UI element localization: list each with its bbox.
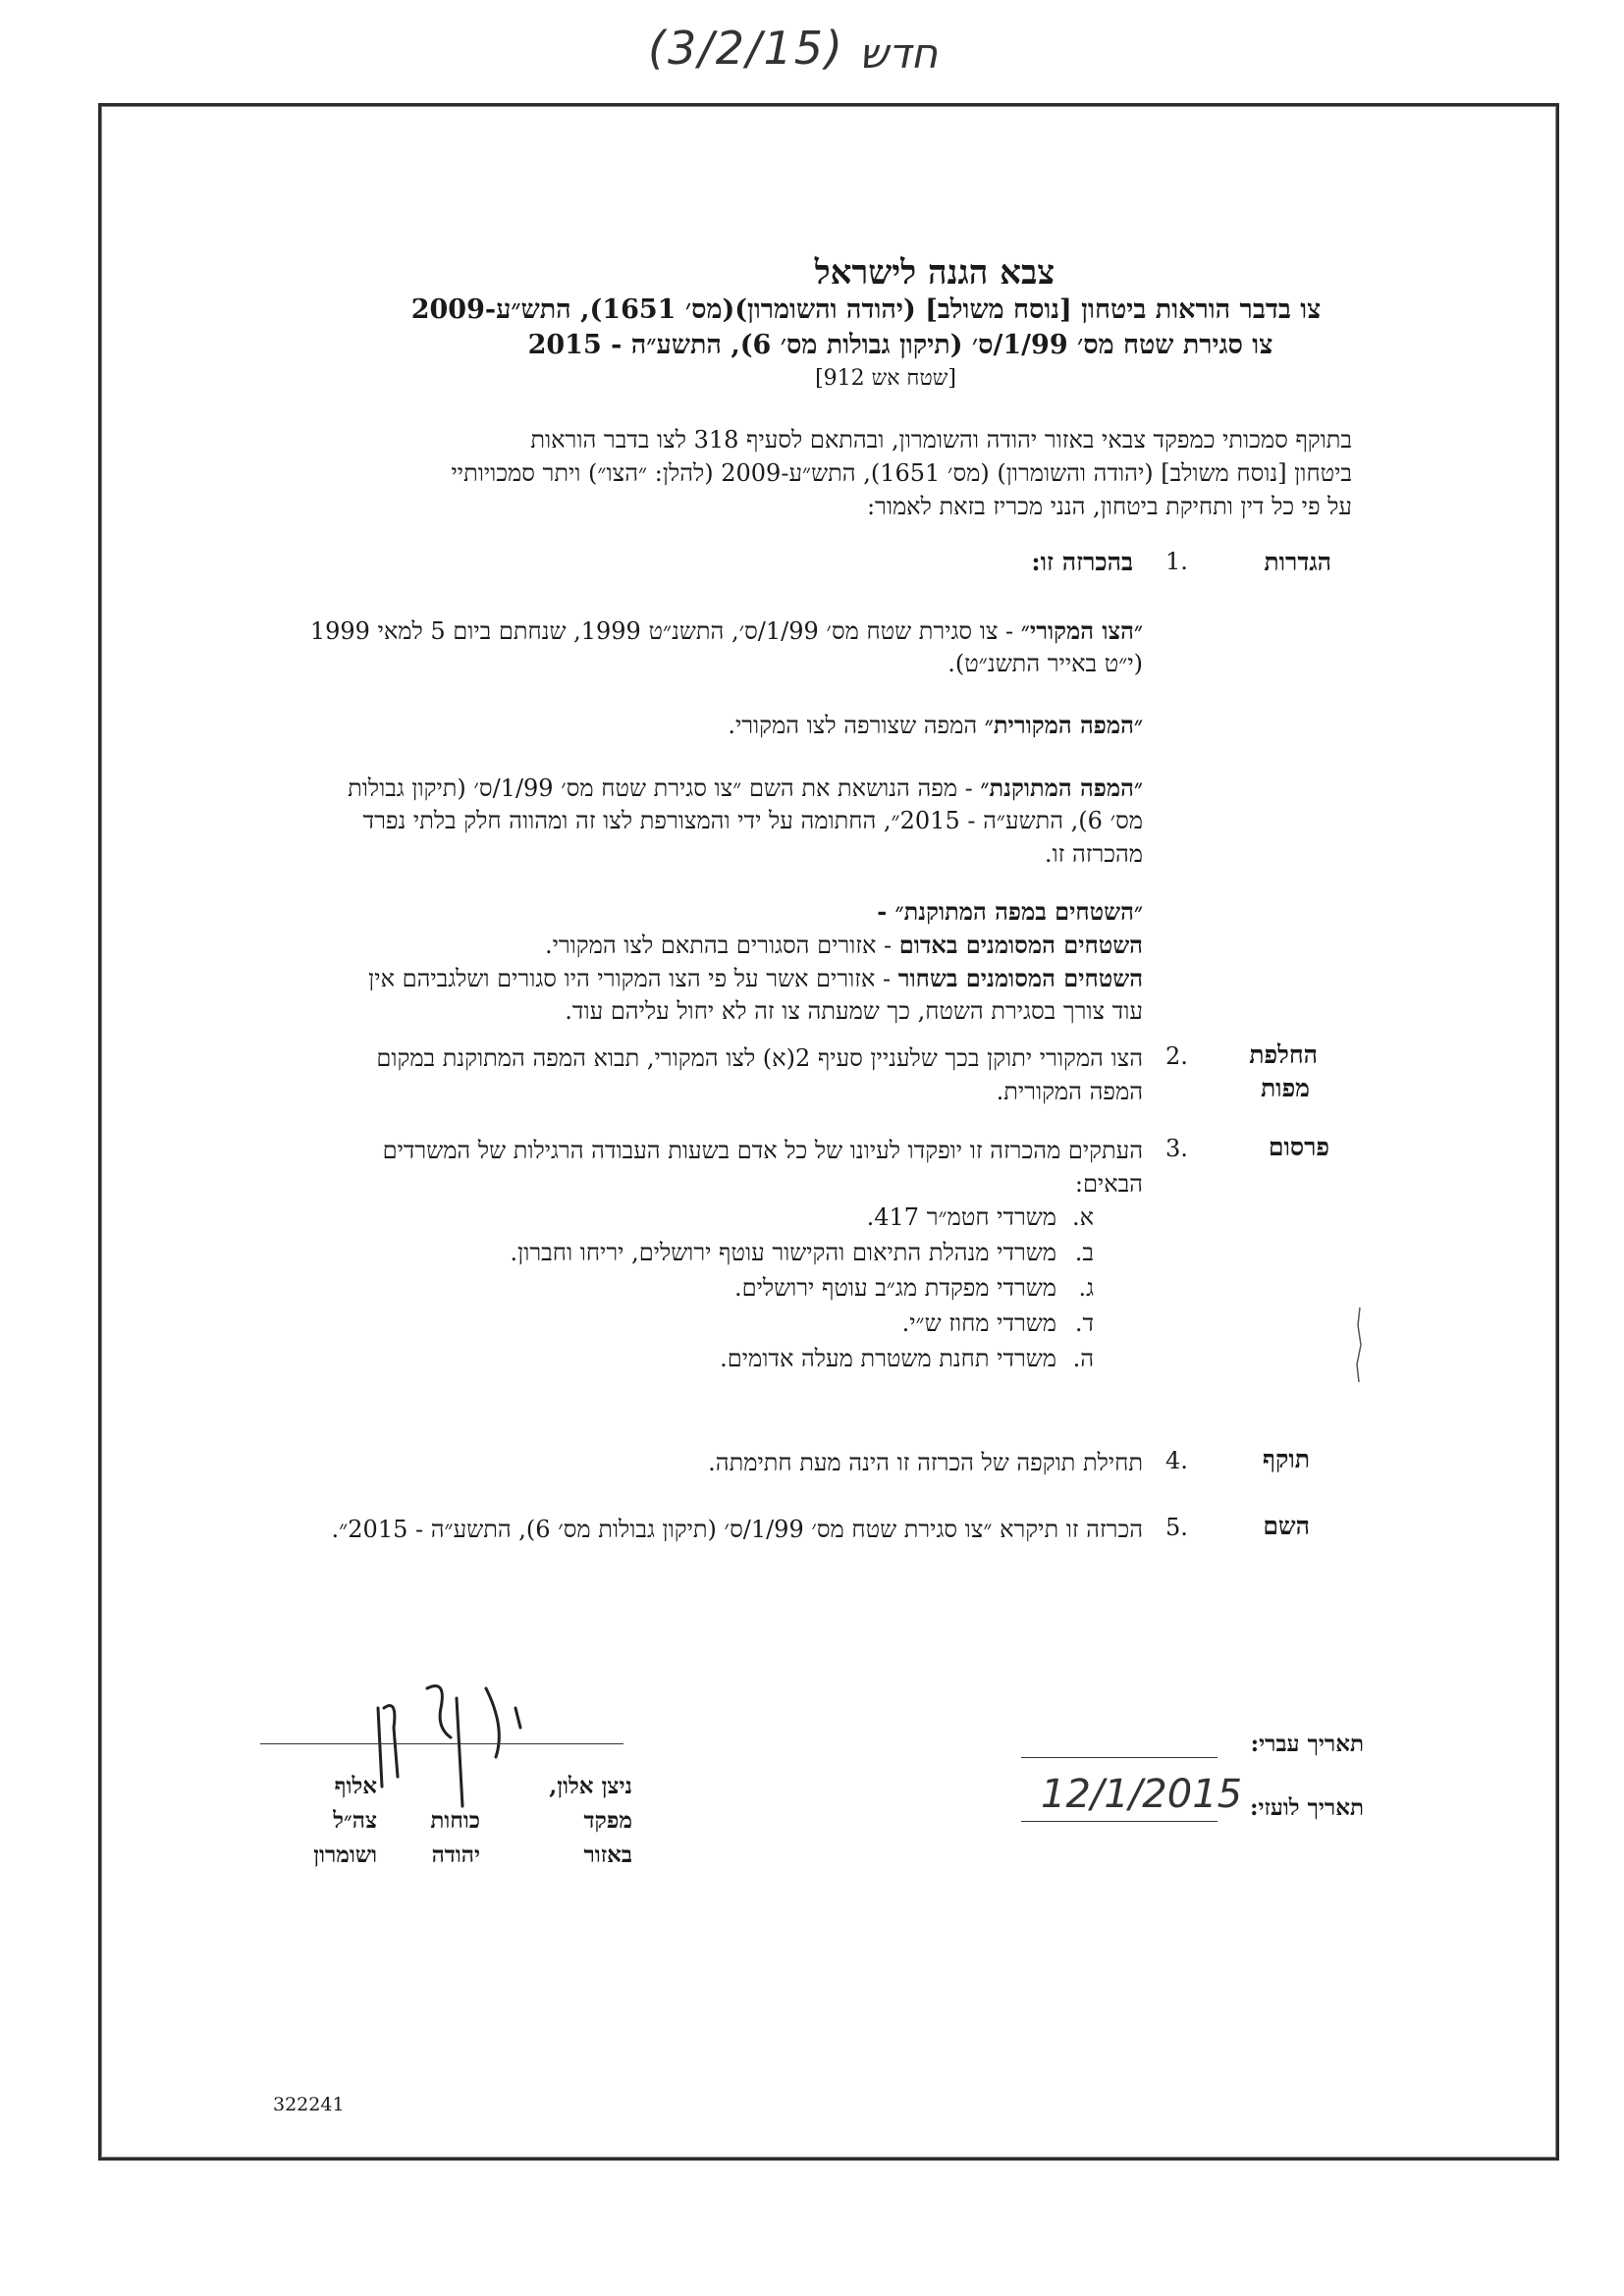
def-original-map <box>141 709 1143 742</box>
def-text-red-areas: - אזורים הסגורים בהתאם לצו המקורי. <box>544 932 899 959</box>
def-amended-map-cont-1: מס׳ 6), התשע״ה - 2015״, החתומה על ידי והמצורפת לצו זה ומהווה חלק בלתי נפרד <box>362 807 1143 834</box>
gregorian-date-line <box>1021 1821 1218 1822</box>
def-amended-map-cont-2: מהכרזה זו. <box>1044 840 1143 868</box>
def-text-original-map: המפה שצורפה לצו המקורי. <box>728 712 985 739</box>
signer-region: ושומרון <box>313 1842 377 1868</box>
section-5-title: השם <box>1263 1512 1310 1540</box>
section-2-title-2: מפות <box>1260 1074 1310 1102</box>
list-letter: ה. <box>1072 1345 1094 1372</box>
def-amended-map <box>141 772 1143 805</box>
signature-line <box>260 1743 623 1744</box>
signer-mid-2: כוחות <box>430 1807 480 1834</box>
def-text-black-areas: - אזורים אשר על פי הצו המקורי היו סגורים ושלגביהם אין <box>368 965 898 992</box>
preamble-line-2: ביטחון [נוסח משולב] (יהודה והשומרון) (מס׳ 1651), התש״ע-2009 (להלן: ״הצו״) ויתר סמכויותיי <box>451 459 1352 487</box>
signer-idf: צה״ל <box>333 1807 377 1834</box>
section-2-line-2: המפה המקורית. <box>996 1078 1143 1105</box>
section-1-title: הגדרות <box>1264 548 1331 576</box>
section-4-title: תוקף <box>1263 1445 1310 1473</box>
def-black-areas <box>141 962 1143 995</box>
signer-mid-1 <box>392 1769 480 1803</box>
section-4-line-1: תחילת תוקפה של הכרזה זו הינה מעת חתימתה. <box>708 1449 1143 1476</box>
section-3-line-1: העתקים מהכרזה זו יופקדו לעיונו של כל אדם בשעות העבודה הרגילות של המשרדים <box>382 1137 1143 1164</box>
signer-name: ניצן אלון, <box>549 1773 632 1799</box>
list-item-a <box>308 1203 1094 1232</box>
def-term-amended-map: ״המפה המתוקנת״ <box>980 774 1143 802</box>
preamble-line-1: בתוקף סמכותי כמפקד צבאי באזור יהודה והשומרון, ובהתאם לסעיף 318 לצו בדבר הוראות <box>530 426 1352 454</box>
signer-area: באזור <box>583 1842 632 1868</box>
list-item-e <box>308 1345 1094 1373</box>
def-original-order <box>141 614 1143 648</box>
list-text: משרדי תחנת משטרת מעלה אדומים. <box>720 1345 1056 1372</box>
section-1-heading: בהכרזה זו: <box>1031 548 1133 576</box>
section-3-number: 3. <box>1165 1135 1188 1162</box>
doc-title-idf: צבא הגנה לישראל <box>814 253 1056 293</box>
signature-col-right <box>524 1769 632 1872</box>
doc-title-closure: צו סגירת שטח מס׳ 1/99/ס׳ (תיקון גבולות מס׳ 6), התשע״ה - 2015 <box>527 330 1273 360</box>
list-item-c <box>308 1274 1094 1303</box>
doc-title-order: צו בדבר הוראות ביטחון [נוסח משולב] (יהודה והשומרון)(מס׳ 1651), התש״ע-2009 <box>410 294 1322 325</box>
gregorian-date-label: תאריך לועזי: <box>1249 1794 1364 1821</box>
def-areas-heading: ״השטחים במפה המתוקנת״ - <box>877 897 1143 926</box>
list-letter: ב. <box>1074 1239 1094 1266</box>
def-text-amended-map: - מפה הנושאת את השם ״צו סגירת שטח מס׳ 1/99/ס׳ (תיקון גבולות <box>348 774 981 802</box>
def-black-areas-cont: עוד צורך בסגירת השטח, כך שמעתה צו זה לא יחול עליהם עוד. <box>565 997 1143 1025</box>
margin-pen-mark <box>1350 1306 1370 1384</box>
section-3-title: פרסום <box>1268 1133 1329 1161</box>
doc-title-firezone: [שטח אש 912] <box>815 366 956 391</box>
section-2-line-1: הצו המקורי יתוקן בכך שלעניין סעיף 2(א) לצו המקורי, תבוא המפה המתוקנת במקום <box>376 1044 1143 1072</box>
def-term-original-order: ״הצו המקורי״ <box>1020 616 1143 645</box>
def-term-black-areas: השטחים המסומנים בשחור <box>897 964 1143 992</box>
section-2-title-1: החלפת <box>1249 1041 1318 1069</box>
list-text: משרדי חטמ״ר 417. <box>866 1203 1056 1231</box>
section-3-line-2: הבאים: <box>1074 1170 1143 1198</box>
signer-mid-3: יהודה <box>431 1842 480 1868</box>
list-item-b <box>308 1239 1094 1267</box>
list-text: משרדי מנהלת התיאום והקישור עוטף ירושלים, יריחו וחברון. <box>510 1239 1056 1266</box>
hebrew-date-line <box>1021 1757 1218 1758</box>
handwritten-date: (3/2/15) <box>648 22 844 75</box>
signer-role: מפקד <box>583 1807 632 1834</box>
list-letter: א. <box>1071 1203 1094 1231</box>
list-text: משרדי מפקדת מג״ב עוטף ירושלים. <box>733 1274 1056 1302</box>
def-term-red-areas: השטחים המסומנים באדום <box>898 931 1143 959</box>
list-item-d <box>308 1309 1094 1338</box>
def-red-areas <box>141 929 1143 962</box>
handwritten-gregorian-date: 12/1/2015 <box>1041 1772 1243 1817</box>
list-letter: ד. <box>1074 1309 1094 1337</box>
document-number: 322241 <box>273 2094 345 2115</box>
section-5-number: 5. <box>1165 1514 1188 1541</box>
def-text-original-order: - צו סגירת שטח מס׳ 1/99/ס׳, התשנ״ט 1999, שנחתם ביום 5 למאי 1999 <box>309 617 1021 645</box>
list-letter: ג. <box>1078 1274 1094 1302</box>
preamble-line-3: על פי כל דין ותחיקת ביטחון, הנני מכריז בזאת לאמור: <box>866 493 1352 520</box>
section-4-number: 4. <box>1165 1447 1188 1474</box>
hebrew-date-label: תאריך עברי: <box>1250 1731 1364 1757</box>
list-text: משרדי מחוז ש״י. <box>901 1309 1056 1337</box>
section-5-line-1: הכרזה זו תיקרא ״צו סגירת שטח מס׳ 1/99/ס׳ (תיקון גבולות מס׳ 6), התשע״ה - 2015״. <box>331 1516 1143 1543</box>
signature-col-left <box>279 1769 377 1872</box>
def-term-original-map: ״המפה המקורית״ <box>984 711 1143 739</box>
handwritten-word: חדש <box>859 29 939 78</box>
signer-rank: אלוף <box>334 1773 377 1799</box>
def-original-order-cont: (י״ט באייר התשנ״ט). <box>947 650 1143 677</box>
signature-col-mid <box>392 1769 480 1872</box>
section-2-number: 2. <box>1165 1042 1188 1070</box>
section-1-number: 1. <box>1165 548 1188 575</box>
